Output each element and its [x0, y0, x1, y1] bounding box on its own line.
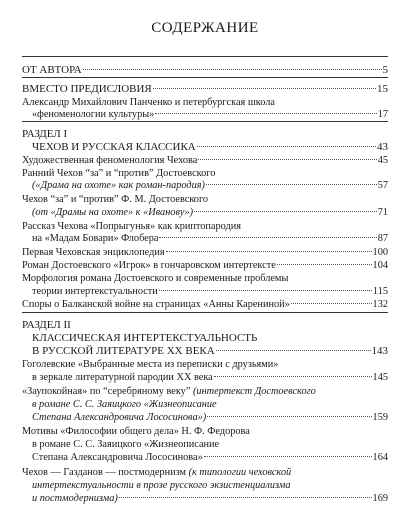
page-number: 5	[382, 64, 388, 76]
dot-leader	[207, 416, 371, 417]
toc-title: СОДЕРЖАНИЕ	[151, 20, 259, 36]
dot-leader	[159, 237, 376, 238]
toc-entry-segment: Художественная феноменология Чехова	[22, 155, 198, 166]
page-number: 71	[377, 207, 388, 218]
page-number: 115	[372, 286, 388, 297]
toc-entry-segment: Мотивы «Философии общего дела» Н. Ф. Федорова	[22, 426, 250, 437]
toc-entry-segment: Споры о Балканской войне на страницах «Анны Карениной»	[22, 299, 290, 310]
dot-leader	[155, 113, 376, 114]
toc-entry-segment: ОТ АВТОРА	[22, 64, 82, 76]
dot-leader	[194, 211, 377, 212]
toc-entry-segment: Чехов — Газданов — постмодернизм	[22, 467, 189, 478]
page-number: 143	[371, 345, 388, 357]
toc-entry-segment: (к типологии чеховской	[188, 467, 292, 478]
toc-entry-segment: В РУССКОЙ ЛИТЕРАТУРЕ XX ВЕКА	[32, 345, 215, 357]
toc-entry-line	[22, 297, 388, 313]
toc-entry-segment: Степана Александровича Лососинова»	[32, 452, 203, 463]
toc-entry-segment: Ранний Чехов “за” и “против” Достоевского	[22, 168, 216, 179]
page-number: 87	[377, 233, 388, 244]
toc-entry-segment: в романе С. С. Заяицкого «Жизнеописание	[32, 439, 220, 450]
toc-entry-segment: Морфология романа Достоевского и современные проблемы	[22, 273, 289, 284]
page-number: 43	[377, 141, 388, 153]
dot-leader	[197, 146, 376, 147]
page-number: 132	[372, 299, 388, 310]
toc-entry-line	[32, 107, 388, 123]
toc-entry-segment: «Заупокойная» по “серебряному веку”	[22, 386, 193, 397]
toc-entry-line	[32, 491, 388, 507]
toc-entry-segment: «феноменологии культуры»	[32, 109, 155, 120]
toc-entry-segment: теории интертекстуальности	[32, 286, 158, 297]
page-number: 159	[372, 412, 388, 423]
toc-entry-segment: в романе С. С. Заяицкого «Жизнеописание	[32, 399, 217, 410]
toc-entry-segment: (интертекст Достоевского	[192, 386, 316, 397]
toc-entry-segment: Степана Александровича Лососинова»)	[32, 412, 207, 423]
toc-entry-segment: интертекстуальности в прозе русского экзистенциализма	[32, 480, 291, 491]
dot-leader	[159, 290, 372, 291]
toc-entry-segment: Роман Достоевского «Игрок» в гончаровском интертексте	[22, 260, 276, 271]
toc-entry-segment: и постмодернизма)	[32, 493, 118, 504]
top-rule	[22, 56, 388, 57]
dot-leader	[206, 184, 377, 185]
toc-entry-line	[22, 62, 388, 78]
toc-entry-segment: («Драма на охоте» как роман-пародия)	[32, 180, 205, 191]
dot-leader	[119, 497, 372, 498]
dot-leader	[166, 251, 372, 252]
dot-leader	[291, 303, 372, 304]
toc-entry-text	[32, 491, 118, 507]
dot-leader	[153, 88, 376, 89]
page-number: 169	[372, 493, 388, 504]
toc-entry-segment: РАЗДЕЛ I	[22, 128, 68, 140]
page-number: 100	[372, 247, 388, 258]
toc-entry-segment: на «Мадам Бовари» Флобера	[32, 233, 159, 244]
page-number: 57	[377, 180, 388, 191]
toc-entry-text	[22, 62, 82, 78]
toc-entry-segment: Рассказ Чехова «Попрыгунья» как криптопародия	[22, 221, 241, 232]
toc-entry-segment: РАЗДЕЛ II	[22, 319, 71, 331]
toc-entry-line	[32, 450, 388, 466]
page-number: 17	[377, 109, 388, 120]
page-number: 15	[377, 83, 388, 95]
toc-entry-segment: ЧЕХОВ И РУССКАЯ КЛАССИКА	[32, 141, 196, 153]
toc-entry-segment: в зеркале литературной пародии XX века	[32, 372, 213, 383]
dot-leader	[198, 159, 376, 160]
toc-entry-segment: Первая Чеховская энциклопедия	[22, 247, 165, 258]
page-number: 145	[372, 372, 388, 383]
page-number: 104	[372, 260, 388, 271]
toc-entry-segment: (от «Драмы на охоте» к «Иванову»)	[32, 207, 194, 218]
toc-entry-segment: КЛАССИЧЕСКАЯ ИНТЕРТЕКСТУАЛЬНОСТЬ	[32, 332, 258, 344]
toc-entry-segment: Гоголевские «Выбранные места из переписки с друзьями»	[22, 359, 279, 370]
dot-leader	[83, 69, 382, 70]
toc-entry-text	[22, 297, 290, 313]
page-number: 164	[372, 452, 388, 463]
dot-leader	[204, 456, 372, 457]
dot-leader	[216, 350, 371, 351]
toc-entry-segment: Александр Михайлович Панченко и петербургская школа	[22, 97, 275, 108]
toc-entry-segment: Чехов “за” и “против” Ф. М. Достоевского	[22, 194, 209, 205]
toc-entry-text	[32, 450, 203, 466]
page-number: 45	[377, 155, 388, 166]
toc-entry-text	[32, 107, 154, 123]
dot-leader	[214, 376, 372, 377]
toc-entry-segment: ВМЕСТО ПРЕДИСЛОВИЯ	[22, 83, 152, 95]
dot-leader	[277, 264, 372, 265]
